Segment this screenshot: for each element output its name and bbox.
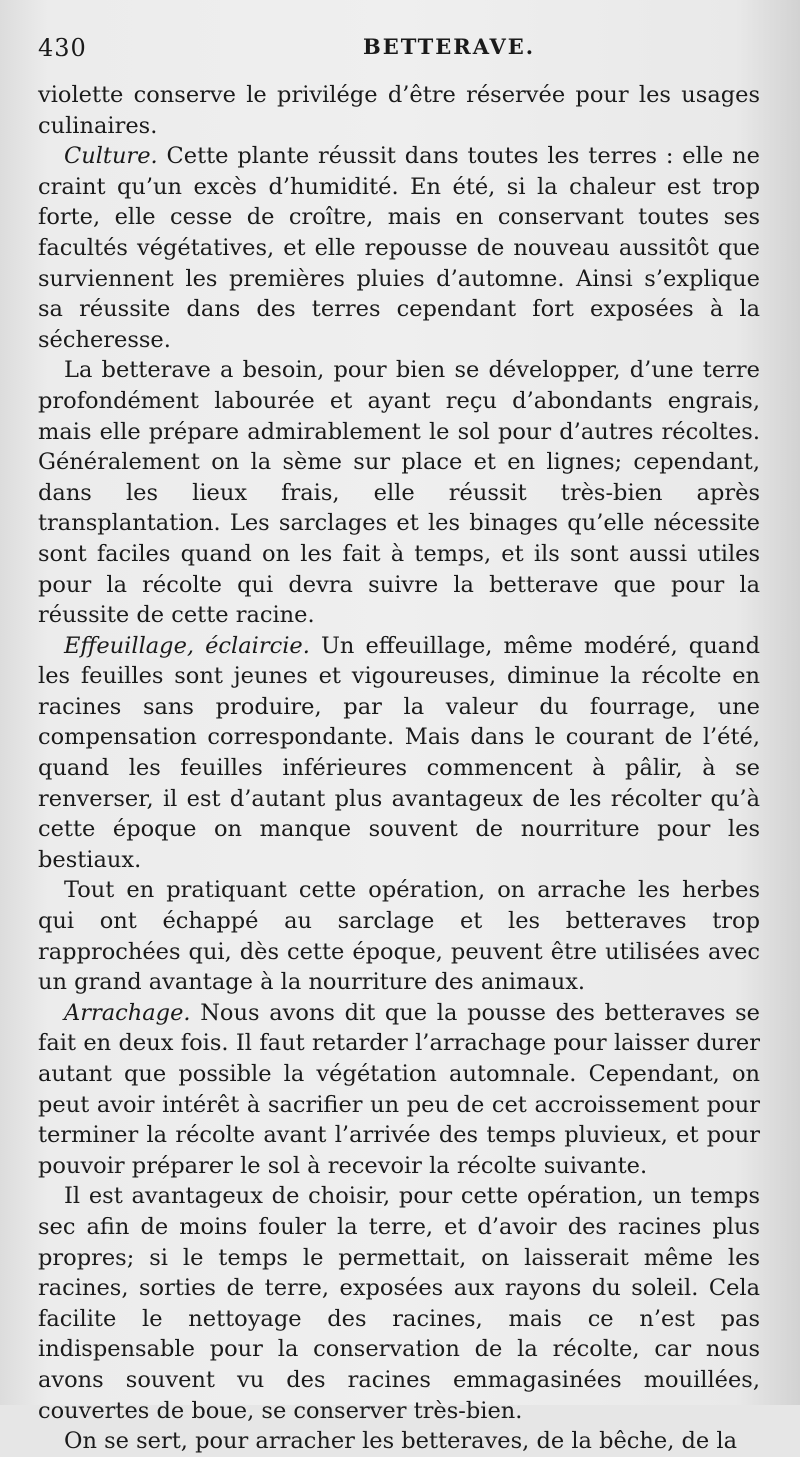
paragraph [38, 1426, 760, 1457]
paragraph-text: Cette plante réussit dans toutes les terres : elle ne craint qu’un excès d’humidité. En été, si la chaleur est trop forte, elle cesse de croître, mais en conservant toutes ses facultés végétatives, et elle repousse de nouveau aussitôt que surviennent les premières pluies d’automne. Ainsi s’explique sa réussite dans des terres cependant fort exposées à la sécheresse. [38, 143, 760, 353]
paragraph-lead: Effeuillage, éclaircie. [64, 632, 310, 659]
running-title: BETTERAVE. [363, 34, 536, 59]
page-number: 430 [38, 34, 87, 62]
paragraph-lead: Culture. [64, 143, 158, 170]
paragraph-text: La betterave a besoin, pour bien se développer, d’une terre profondément labourée et ayant reçu d’abondants engrais, mais elle prépare admirablement le sol pour d’autres récoltes. Généralement on la sème sur place et en lignes; cependant, dans les lieux frais, elle réussit très-bien après transplantation. Les sarclages et les binages qu’elle nécessite sont faciles quand on les fait à temps, et ils sont aussi utiles pour la récolte qui devra suivre la betterave que pour la réussite de cette racine. [38, 357, 760, 629]
paragraph [38, 998, 760, 1182]
paragraph-text: Nous avons dit que la pousse des betteraves se fait en deux fois. Il faut retarder l’arrachage pour laisser durer autant que possible la végétation automnale. Cependant, on peut avoir intérêt à sacrifier un peu de cet accroissement pour terminer la récolte avant l’arrivée des temps pluvieux, et pour pouvoir préparer le sol à recevoir la récolte suivante. [38, 999, 760, 1179]
paragraph-text: Il est avantageux de choisir, pour cette opération, un temps sec afin de moins fouler la terre, et d’avoir des racines plus propres; si le temps le permettait, on laisserait même les racines, sorties de terre, exposées aux rayons du soleil. Cela facilite le nettoyage des racines, mais ce n’est pas indispensable pour la conservation de la récolte, car nous avons souvent vu des racines emmagasinées mouillées, couvertes de boue, se conserver très-bien. [38, 1183, 760, 1424]
paragraph-lead: Arrachage. [64, 999, 191, 1026]
paragraph-text: Un effeuillage, même modéré, quand les feuilles sont jeunes et vigoureuses, diminue la récolte en racines sans produire, par la valeur du fourrage, une compensation correspondante. Mais dans le courant de l’été, quand les feuilles inférieures commencent à pâlir, à se renverser, il est d’autant plus avantageux de les récolter qu’à cette époque on manque souvent de nourriture pour les bestiaux. [38, 632, 760, 873]
paragraph [38, 1181, 760, 1426]
paragraph [38, 80, 760, 141]
paragraph [38, 875, 760, 997]
paragraph [38, 631, 760, 876]
paragraph [38, 141, 760, 355]
page-body [38, 80, 760, 1457]
page-header [38, 34, 758, 74]
paragraph [38, 355, 760, 630]
paragraph-text: On se sert, pour arracher les betteraves, de la bêche, de la [64, 1428, 737, 1455]
paragraph-text: violette conserve le privilége d’être réservée pour les usages culinaires. [38, 82, 760, 139]
paragraph-text: Tout en pratiquant cette opération, on arrache les herbes qui ont échappé au sarclage et les betteraves trop rapprochées qui, dès cette époque, peuvent être utilisées avec un grand avantage à la nourriture des animaux. [38, 877, 760, 996]
